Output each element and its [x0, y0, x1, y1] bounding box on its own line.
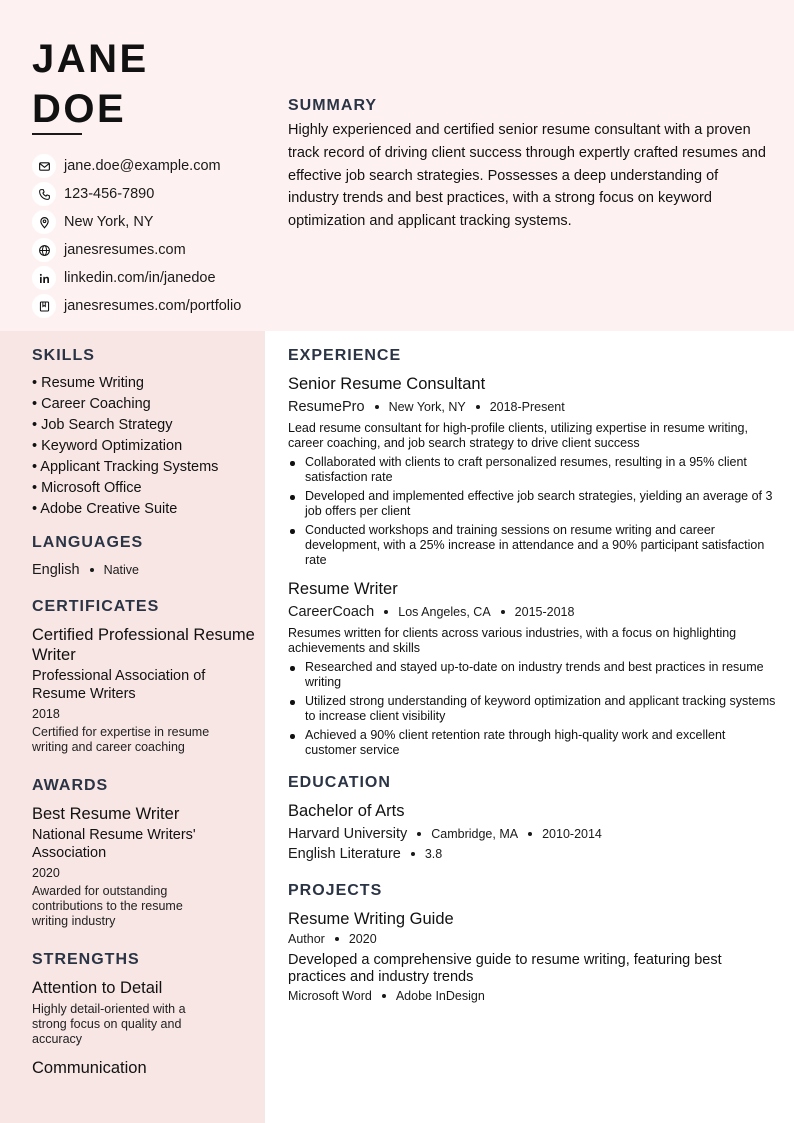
education-major-row	[288, 846, 778, 862]
job-summary: Resumes written for clients across various industries, with a focus on highlighting achievements and skills	[288, 626, 737, 655]
project-role: Author	[288, 932, 325, 946]
contact-website[interactable]	[32, 236, 264, 264]
contact-list	[32, 152, 264, 320]
summary-text: Highly experienced and certified senior resume consultant with a proven track record of driving client success through expertly crafted resumes and effective job search strategies. Possesses a deep understanding of industry trends and best practices, with a strong focus on keyword optimization and applicant tracking systems.	[288, 122, 766, 230]
job-entry	[288, 374, 778, 568]
certificate-description: Certified for expertise in resume writing and career coaching	[32, 725, 210, 754]
contact-email[interactable]	[32, 152, 264, 180]
award-year: 2020	[32, 866, 60, 880]
job-summary: Lead resume consultant for high-profile clients, utilizing expertise in resume writing, career coaching, and job search strategy to drive client success	[288, 421, 748, 450]
skill-item: • Job Search Strategy	[32, 417, 173, 433]
job-bullet: Conducted workshops and training sessions on resume writing and career development, with a 25% increase in attendance and a 90% participant satisfaction rate	[288, 523, 778, 568]
education-heading: EDUCATION	[288, 774, 391, 791]
separator-dot	[375, 405, 379, 409]
education-degree: Bachelor of Arts	[288, 802, 405, 820]
contact-website-text: janesresumes.com	[64, 242, 186, 258]
summary-section	[288, 97, 768, 233]
skills-section	[32, 347, 257, 520]
job-bullet: Utilized strong understanding of keyword optimization and applicant tracking systems to increase client visibility	[288, 694, 778, 724]
job-meta	[288, 604, 778, 620]
project-meta	[288, 932, 778, 946]
certificate-item	[32, 625, 257, 755]
job-title: Senior Resume Consultant	[288, 375, 486, 393]
skills-list	[32, 373, 257, 520]
separator-dot	[501, 610, 505, 614]
first-name: JANE	[32, 37, 149, 81]
education-meta	[288, 826, 778, 842]
sidebar	[32, 347, 257, 1078]
education-dates: 2010-2014	[542, 827, 602, 841]
strengths-section	[32, 951, 257, 1078]
skill-item: • Resume Writing	[32, 375, 144, 391]
experience-heading: EXPERIENCE	[288, 347, 402, 364]
contact-portfolio[interactable]	[32, 292, 264, 320]
certificate-name: Certified Professional Resume Writer	[32, 626, 255, 664]
skills-heading: SKILLS	[32, 347, 95, 364]
contact-email-text: jane.doe@example.com	[64, 158, 221, 174]
separator-dot	[411, 852, 415, 856]
main-column	[288, 347, 778, 1003]
location-pin-icon	[32, 210, 56, 234]
contact-phone-text: 123-456-7890	[64, 186, 155, 202]
separator-dot	[335, 937, 339, 941]
separator-dot	[382, 994, 386, 998]
job-dates: 2015-2018	[514, 605, 575, 619]
job-company: CareerCoach	[288, 604, 375, 620]
strength-item	[32, 1058, 257, 1078]
certificate-issuer: Professional Association of Resume Writers	[32, 668, 206, 702]
job-bullet: Developed and implemented effective job search strategies, yielding an average of 3 job offers per client	[288, 489, 778, 519]
job-company: ResumePro	[288, 399, 365, 415]
separator-dot	[384, 610, 388, 614]
education-school: Harvard University	[288, 826, 408, 842]
project-tools	[288, 989, 778, 1003]
job-entry	[288, 579, 778, 758]
strength-name: Attention to Detail	[32, 979, 163, 997]
separator-dot	[417, 832, 421, 836]
separator-dot	[476, 405, 480, 409]
project-tool: Adobe InDesign	[395, 989, 485, 1003]
project-name: Resume Writing Guide	[288, 910, 454, 928]
job-bullet: Researched and stayed up-to-date on industry trends and best practices in resume writing	[288, 660, 778, 690]
projects-section	[288, 882, 778, 1003]
contact-phone[interactable]	[32, 180, 264, 208]
name-divider	[32, 133, 82, 135]
strengths-heading: STRENGTHS	[32, 951, 140, 968]
skill-item: • Keyword Optimization	[32, 438, 183, 454]
languages-heading: LANGUAGES	[32, 534, 144, 551]
project-description: Developed a comprehensive guide to resume writing, featuring best practices and industry trends	[288, 952, 722, 985]
contact-portfolio-text: janesresumes.com/portfolio	[64, 298, 242, 314]
languages-section	[32, 534, 257, 578]
award-description: Awarded for outstanding contributions to the resume writing industry	[32, 884, 183, 928]
certificates-section	[32, 598, 257, 755]
award-issuer: National Resume Writers' Association	[32, 827, 196, 861]
certificate-year: 2018	[32, 707, 60, 721]
projects-heading: PROJECTS	[288, 882, 383, 899]
skill-item: • Career Coaching	[32, 396, 151, 412]
separator-dot	[90, 568, 94, 572]
summary-heading: SUMMARY	[288, 97, 378, 114]
contact-location	[32, 208, 264, 236]
strength-item	[32, 978, 257, 1047]
contact-linkedin-text: linkedin.com/in/janedoe	[64, 270, 216, 286]
education-gpa: 3.8	[424, 847, 443, 861]
experience-section	[288, 347, 778, 758]
project-year: 2020	[348, 932, 377, 946]
education-location: Cambridge, MA	[431, 827, 519, 841]
education-section	[288, 774, 778, 862]
job-bullets	[288, 455, 778, 568]
email-icon	[32, 154, 56, 178]
job-location: Los Angeles, CA	[398, 605, 491, 619]
project-tool: Microsoft Word	[288, 989, 372, 1003]
job-location: New York, NY	[388, 400, 466, 414]
job-meta	[288, 399, 778, 415]
separator-dot	[528, 832, 532, 836]
candidate-name	[32, 34, 252, 134]
job-bullets	[288, 660, 778, 758]
linkedin-icon	[32, 266, 56, 290]
award-item	[32, 804, 257, 929]
job-title: Resume Writer	[288, 580, 398, 598]
awards-section	[32, 777, 257, 929]
language-name: English	[32, 562, 80, 578]
language-level: Native	[103, 563, 139, 577]
certificates-heading: CERTIFICATES	[32, 598, 160, 615]
skill-item: • Adobe Creative Suite	[32, 501, 178, 517]
award-name: Best Resume Writer	[32, 805, 180, 823]
last-name: DOE	[32, 87, 127, 131]
job-bullet: Collaborated with clients to craft personalized resumes, resulting in a 95% client satisfaction rate	[288, 455, 778, 485]
portfolio-icon	[32, 294, 56, 318]
skill-item: • Applicant Tracking Systems	[32, 459, 219, 475]
language-item	[32, 562, 257, 578]
strength-name: Communication	[32, 1059, 147, 1077]
contact-linkedin[interactable]	[32, 264, 264, 292]
skill-item: • Microsoft Office	[32, 480, 142, 496]
strength-description: Highly detail-oriented with a strong focus on quality and accuracy	[32, 1002, 186, 1046]
phone-icon	[32, 182, 56, 206]
awards-heading: AWARDS	[32, 777, 109, 794]
contact-location-text: New York, NY	[64, 214, 154, 230]
job-dates: 2018-Present	[489, 400, 565, 414]
job-bullet: Achieved a 90% client retention rate through high-quality work and excellent customer service	[288, 728, 778, 758]
education-major: English Literature	[288, 846, 401, 862]
globe-icon	[32, 238, 56, 262]
